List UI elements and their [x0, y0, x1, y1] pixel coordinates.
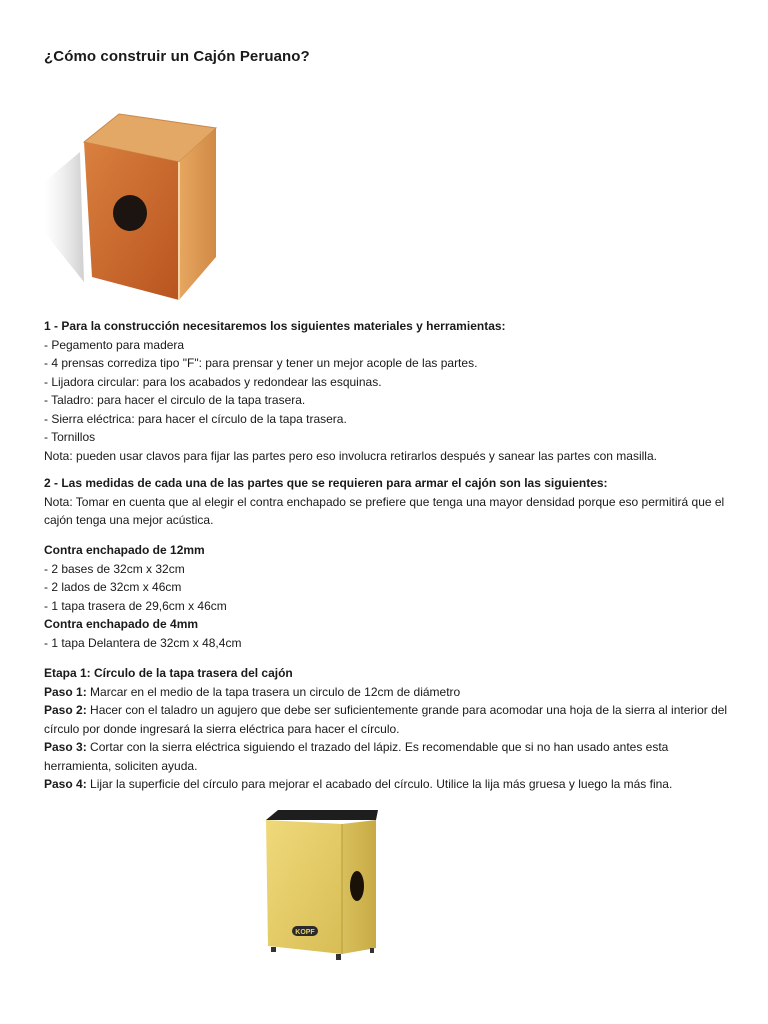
list-item: - 1 tapa Delantera de 32cm x 48,4cm — [44, 635, 242, 650]
step-item — [44, 701, 734, 738]
cajon-brand-logo: KOPF — [295, 929, 315, 936]
list-item: - Sierra eléctrica: para hacer el círculo de la tapa trasera. — [44, 411, 347, 426]
cajon-image-1 — [44, 112, 224, 304]
step-text: Marcar en el medio de la tapa trasera un circulo de 12cm de diámetro — [86, 684, 461, 699]
list-item: - 4 prensas corrediza tipo "F": para prensar y tener un mejor acople de las partes. — [44, 356, 478, 370]
step-text: Lijar la superficie del círculo para mejorar el acabado del círculo. Utilice la lija más gruesa y luego la más fina. — [86, 777, 673, 791]
list-item: - Pegamento para madera — [44, 337, 185, 352]
list-item: - 1 tapa trasera de 29,6cm x 46cm — [44, 598, 227, 613]
group1-heading: Contra enchapado de 12mm — [44, 543, 205, 557]
step-label: Paso 4: — [44, 777, 87, 791]
measurements-section — [44, 474, 734, 530]
stage1-heading: Etapa 1: Círculo de la tapa trasera del cajón — [44, 666, 293, 680]
step-label: Paso 3: — [44, 740, 87, 754]
stage1-section — [44, 664, 734, 794]
section1-heading: 1 - Para la construcción necesitaremos los siguientes materiales y herramientas: — [44, 319, 506, 333]
list-item: - 2 lados de 32cm x 46cm — [44, 580, 182, 594]
list-item: - 2 bases de 32cm x 32cm — [44, 561, 185, 576]
list-item: - Taladro: para hacer el circulo de la tapa trasera. — [44, 393, 306, 407]
step-text: Hacer con el taladro un agujero que debe ser suficientemente grande para acomodar una hoja de la sierra al interior del círculo por donde ingresará la sierra eléctrica para hacer el círculo. — [44, 703, 728, 736]
step-label: Paso 1: — [44, 684, 87, 699]
list-item: - Lijadora circular: para los acabados y redondear las esquinas. — [44, 374, 382, 389]
section1-note: Nota: pueden usar clavos para fijar las partes pero eso involucra retirarlos después y sanear las partes con masilla. — [44, 448, 657, 463]
materials-list — [44, 541, 734, 652]
list-item: - Tornillos — [44, 430, 96, 444]
step-item — [44, 683, 734, 702]
step-label: Paso 2: — [44, 703, 87, 717]
step-item — [44, 738, 734, 775]
cajon-image-2 — [258, 806, 384, 966]
section2-note: Nota: Tomar en cuenta que al elegir el contra enchapado se prefiere que tenga una mayor densidad porque eso permitirá que el cajón tenga una mejor acústica. — [44, 494, 725, 527]
section2-heading: 2 - Las medidas de cada una de las partes que se requieren para armar el cajón son las siguientes: — [44, 476, 608, 490]
materials-tools-section — [44, 317, 734, 465]
step-item — [44, 775, 734, 794]
document-title: ¿Cómo construir un Cajón Peruano? — [44, 48, 310, 65]
group2-heading: Contra enchapado de 4mm — [44, 617, 199, 631]
step-text: Cortar con la sierra eléctrica siguiendo el trazado del lápiz. Es recomendable que si no han usado antes esta herramienta, soliciten ayuda. — [44, 740, 669, 773]
